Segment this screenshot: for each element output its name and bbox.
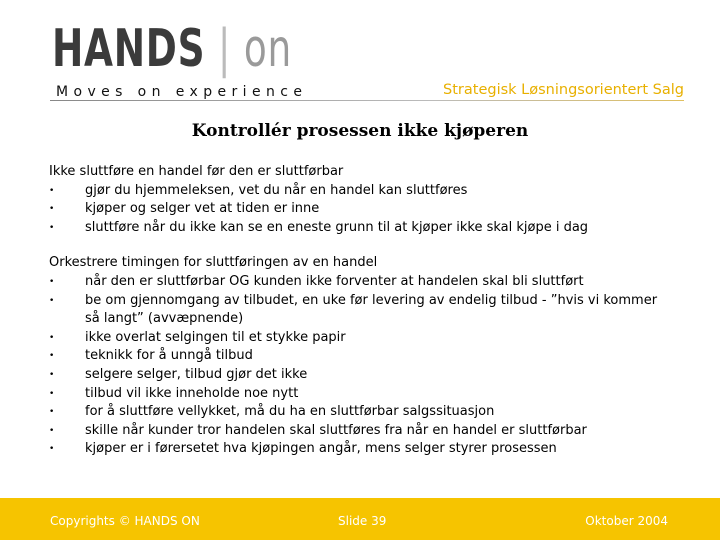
bullet-item: • sluttføre når du ikke kan se en eneste grunn til at kjøper ikke skal kjøpe i dag: [49, 219, 669, 238]
bullet-list: [49, 182, 669, 238]
bullet-list: [49, 273, 669, 459]
bullet-item: • kjøper er i førersetet hva kjøpingen angår, mens selger styrer prosessen: [49, 440, 669, 459]
bullet-item: • be om gjennomgang av tilbudet, en uke før levering av endelig tilbud - ”hvis vi kommer så langt” (avvæpnende): [49, 292, 669, 329]
bullet-item: • kjøper og selger vet at tiden er inne: [49, 200, 669, 219]
logo-hands-text: HANDS: [52, 19, 206, 79]
footer-date: Oktober 2004: [585, 514, 668, 528]
bullet-item: • skille når kunder tror handelen skal sluttføres fra når en handel er sluttførbar: [49, 422, 669, 441]
footer-copyright: Copyrights © HANDS ON: [50, 514, 200, 528]
section-heading: Ikke sluttføre en handel før den er sluttførbar: [49, 164, 344, 179]
bullet-item: • tilbud vil ikke inneholde noe nytt: [49, 385, 669, 404]
bullet-item: • gjør du hjemmeleksen, vet du når en handel kan sluttføres: [49, 182, 669, 201]
footer-slide-number: Slide 39: [338, 514, 387, 528]
hands-on-logo: [52, 18, 292, 80]
logo-divider: |: [205, 19, 244, 79]
slide-content: [49, 163, 669, 459]
bullet-item: • selgere selger, tilbud gjør det ikke: [49, 366, 669, 385]
footer-bar: [0, 498, 720, 540]
section-1: [49, 163, 669, 237]
bullet-item: • for å sluttføre vellykket, må du ha en sluttførbar salgssituasjon: [49, 403, 669, 422]
logo-tagline: Moves on experience: [56, 84, 308, 100]
section-heading: Orkestrere timingen for sluttføringen av en handel: [49, 255, 378, 271]
slide-title: Kontrollér prosessen ikke kjøperen: [191, 121, 529, 141]
header-divider: [50, 100, 684, 101]
bullet-item: • ikke overlat selgingen til et stykke papir: [49, 329, 669, 348]
header-subtitle: Strategisk Løsningsorientert Salg: [443, 82, 684, 98]
bullet-item: • når den er sluttførbar OG kunden ikke forventer at handelen skal bli sluttført: [49, 273, 669, 292]
bullet-item: • teknikk for å unngå tilbud: [49, 347, 669, 366]
section-2: [49, 254, 669, 459]
logo-on-text: on: [243, 19, 292, 79]
